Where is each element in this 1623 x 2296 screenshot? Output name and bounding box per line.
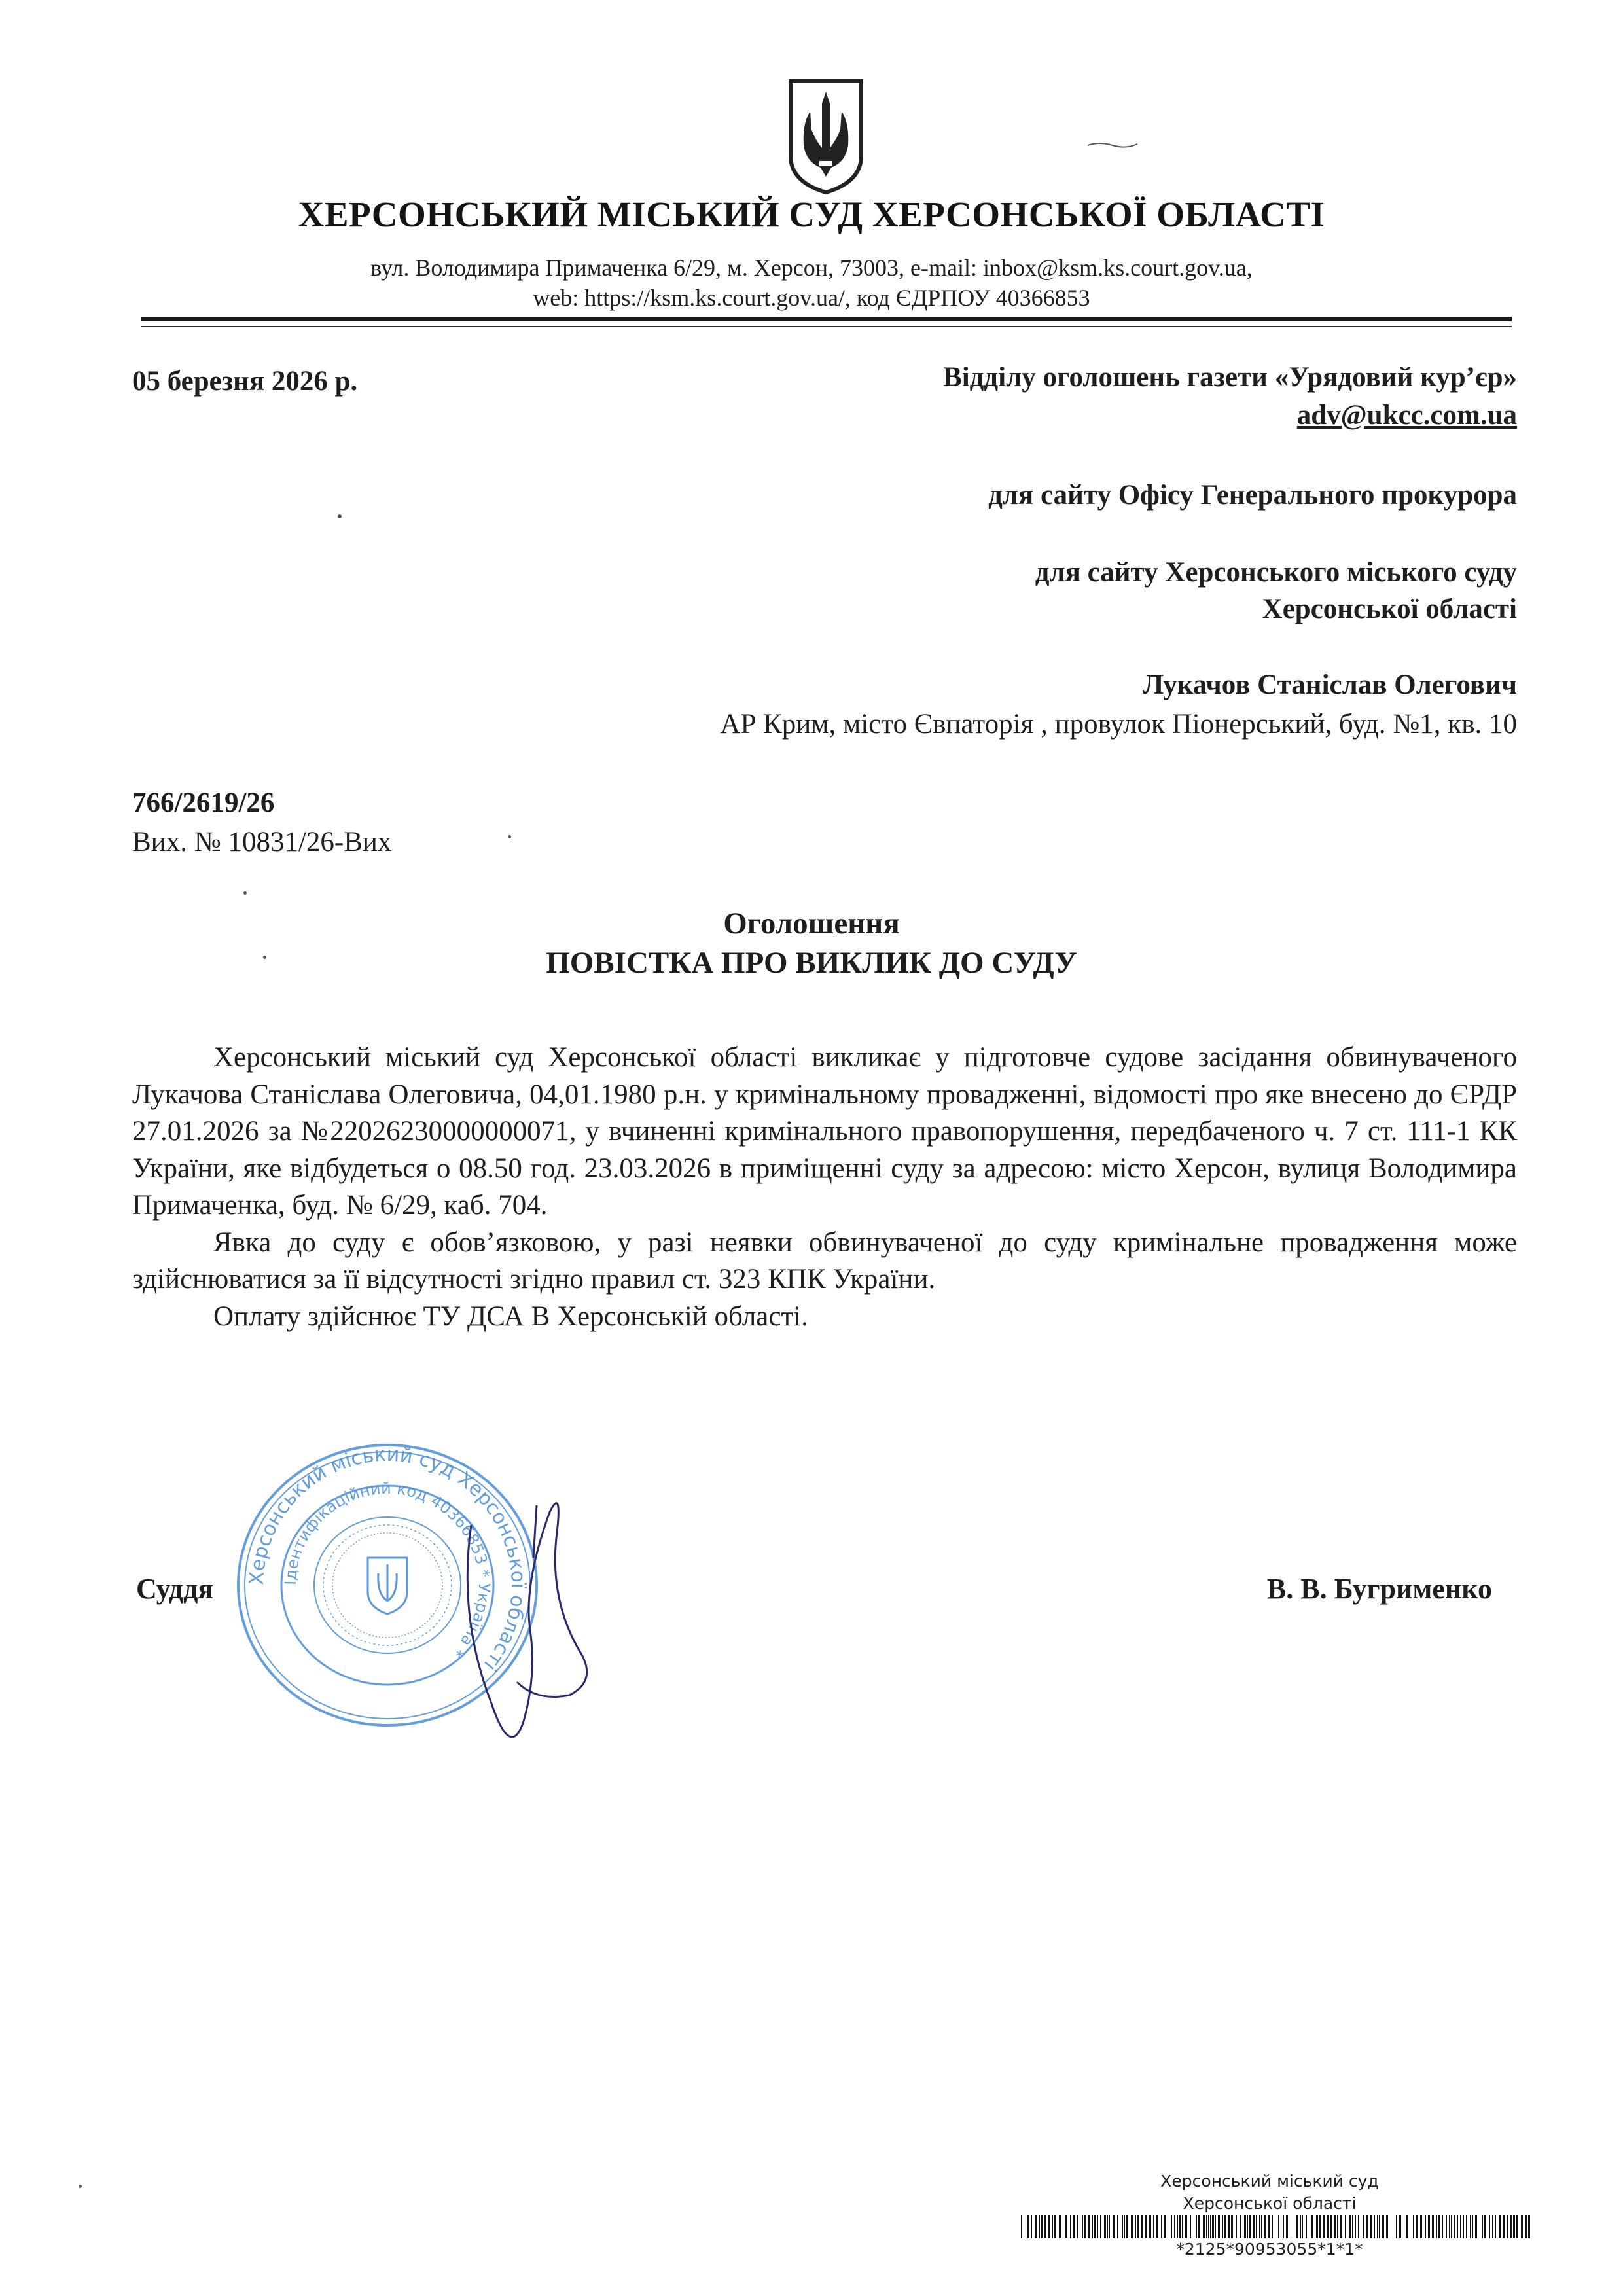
barcode-bar	[1463, 2215, 1464, 2238]
barcode-bar	[1092, 2215, 1093, 2238]
barcode-bar	[1218, 2215, 1220, 2238]
barcode-bar	[1451, 2215, 1452, 2238]
barcode-bar	[1457, 2215, 1458, 2238]
barcode-bar	[1027, 2215, 1029, 2238]
barcode-bar	[1161, 2215, 1162, 2238]
barcode-bar	[1177, 2215, 1178, 2238]
barcode-bar	[1503, 2215, 1505, 2238]
handwritten-signature	[452, 1486, 596, 1761]
barcode-bar	[1109, 2215, 1110, 2238]
barcode-bar	[1124, 2215, 1125, 2238]
recipient-prosecutor: для сайту Офісу Генерального прокурора	[988, 480, 1517, 511]
barcode-bar	[1278, 2215, 1279, 2238]
barcode-bar	[1210, 2215, 1211, 2238]
barcode-bar	[1374, 2215, 1375, 2238]
barcode-bar	[1256, 2215, 1257, 2238]
document-subtitle: ПОВІСТКА ПРО ВИКЛИК ДО СУДУ	[546, 946, 1077, 980]
barcode-bar	[1311, 2215, 1313, 2238]
court-web: web: https://ksm.ks.court.gov.ua/, код ЄДРПОУ 40366853	[533, 285, 1090, 311]
barcode-bar	[1039, 2215, 1040, 2238]
barcode-bar	[1190, 2215, 1191, 2238]
barcode-bar	[1212, 2215, 1214, 2238]
barcode-bar	[1052, 2215, 1053, 2238]
body-paragraph: Оплату здійснює ТУ ДСА В Херсонській області.	[213, 1300, 808, 1332]
barcode-bar	[1507, 2215, 1508, 2238]
barcode-bar	[1521, 2215, 1523, 2238]
barcode-bar	[1268, 2215, 1270, 2238]
barcode-bar	[1386, 2215, 1388, 2238]
barcode-bar	[1516, 2215, 1518, 2238]
barcode-bar	[1215, 2215, 1216, 2238]
barcode-bar	[1065, 2215, 1067, 2238]
barcode-bar	[1499, 2215, 1501, 2238]
barcode-bar	[1323, 2215, 1325, 2238]
barcode-bar	[1084, 2215, 1086, 2238]
barcode-bar	[1203, 2215, 1205, 2238]
barcode-bar	[1131, 2215, 1133, 2238]
barcode-bar	[1510, 2215, 1512, 2238]
barcode-bar	[1059, 2215, 1061, 2238]
barcode-bar	[1472, 2215, 1473, 2238]
barcode-bar	[1231, 2215, 1233, 2238]
scan-speck	[338, 514, 342, 518]
coat-of-arms-icon	[785, 77, 866, 195]
outgoing-number: Вих. № 10831/26-Вих	[132, 827, 392, 857]
recipient-newspaper: Відділу оголошень газети «Урядовий кур’єр»	[943, 362, 1517, 393]
barcode-bar	[1340, 2215, 1342, 2238]
barcode-bar	[1489, 2215, 1490, 2238]
barcode-bar	[1153, 2215, 1154, 2238]
body-paragraph: Явка до суду є обов’язковою, у разі неявки обвинуваченої до суду кримінальне провадження може здійснюватися за її відсутності згідно правил ст. 323 КПК України.	[132, 1227, 1517, 1295]
document-date: 05 березня 2026 р.	[132, 366, 358, 397]
barcode-bar	[1077, 2215, 1078, 2238]
barcode-bar	[1198, 2215, 1200, 2238]
barcode-bar	[1031, 2215, 1032, 2238]
barcode-bar	[1035, 2215, 1037, 2238]
stamp-inner-text: Ідентифікаційний код 40366853 * Україна *	[281, 1479, 494, 1662]
barcode-bar	[1363, 2215, 1364, 2238]
judge-name: В. В. Бугрименко	[1266, 1573, 1492, 1605]
barcode-bar	[1296, 2215, 1298, 2238]
recipient-person-name: Лукачов Станіслав Олегович	[1143, 670, 1517, 700]
barcode-bar	[1179, 2215, 1181, 2238]
barcode-bar	[1094, 2215, 1096, 2238]
recipient-court-site: для сайту Херсонського міського суду	[1035, 557, 1517, 588]
document-body	[132, 1039, 1517, 1335]
barcode-bar	[1432, 2215, 1434, 2238]
body-paragraph: Херсонський міський суд Херсонської області викликає у підготовче судове засідання обвинуваченого Лукачова Станіслава Олеговича, 04,01.1980 р.н. у кримінальному провадженні, відомості про яке внесено до ЄРДР 27.01.2026 за №22026230000000071, у вчиненні кримінального правопорушення, передбаченого ч. 7 ст. 111-1 КК України, яке відбудеться о 08.50 год. 23.03.2026 в приміщенні суду за адресою: місто Херсон, вулиця Володимира Примаченка, буд. № 6/29, каб. 704.	[132, 1042, 1517, 1221]
header-divider	[141, 317, 1512, 321]
barcode-bar	[1182, 2215, 1183, 2238]
recipient-email-link[interactable]: adv@ukcc.com.ua	[1296, 400, 1517, 431]
judge-label: Суддя	[136, 1573, 214, 1605]
barcode-bar	[1482, 2215, 1483, 2238]
barcode-bar	[1366, 2215, 1368, 2238]
barcode-bar	[1525, 2215, 1527, 2238]
barcode-bar	[1470, 2215, 1471, 2238]
barcode-bar	[1442, 2215, 1443, 2238]
barcode-bar	[1126, 2215, 1128, 2238]
barcode-bar	[1259, 2215, 1260, 2238]
barcode-bar	[1156, 2215, 1158, 2238]
barcode-bar	[1495, 2215, 1496, 2238]
barcode-bar	[1413, 2215, 1414, 2238]
barcode-bar	[1249, 2215, 1251, 2238]
barcode-bar	[1044, 2215, 1046, 2238]
barcode-bar	[1171, 2215, 1172, 2238]
barcode-bar	[1528, 2215, 1530, 2238]
barcode-bar	[1135, 2215, 1136, 2238]
barcode-bar	[1088, 2215, 1090, 2238]
barcode-bar	[1185, 2215, 1187, 2238]
barcode-bar	[1370, 2215, 1372, 2238]
barcode-bar	[1253, 2215, 1255, 2238]
court-address: вул. Володимира Примаченка 6/29, м. Херсон, 73003, e-mail: inbox@ksm.ks.court.gov.ua,	[370, 255, 1253, 281]
barcode-bar	[1306, 2215, 1307, 2238]
document-title: Оголошення	[723, 906, 900, 941]
barcode-bar	[1206, 2215, 1207, 2238]
barcode-bar	[1334, 2215, 1336, 2238]
barcode-bar	[1355, 2215, 1356, 2238]
barcode-bar	[1264, 2215, 1266, 2238]
barcode-bar	[1377, 2215, 1378, 2238]
barcode-number: *2125*90953055*1*1*	[1176, 2240, 1363, 2259]
barcode-bar	[1330, 2215, 1332, 2238]
scan-speck	[263, 956, 266, 959]
barcode-bar	[1117, 2215, 1118, 2238]
barcode-bar	[1428, 2215, 1430, 2238]
scan-speck	[508, 835, 511, 838]
barcode-bar	[1107, 2215, 1108, 2238]
barcode-bar	[1327, 2215, 1329, 2238]
barcode-bar	[1475, 2215, 1477, 2238]
barcode-bar	[1070, 2215, 1071, 2238]
barcode-bar	[1097, 2215, 1098, 2238]
barcode-bar	[1100, 2215, 1101, 2238]
barcode-bar	[1196, 2215, 1197, 2238]
barcode	[1021, 2215, 1531, 2238]
pen-mark	[1086, 140, 1139, 149]
barcode-bar	[1113, 2215, 1115, 2238]
scan-speck	[243, 891, 247, 895]
barcode-bar	[1460, 2215, 1461, 2238]
barcode-bar	[1300, 2215, 1301, 2238]
barcode-bar	[1438, 2215, 1440, 2238]
barcode-bar	[1302, 2215, 1303, 2238]
barcode-bar	[1416, 2215, 1418, 2238]
case-number: 766/2619/26	[132, 787, 275, 818]
barcode-bar	[1349, 2215, 1351, 2238]
barcode-bar	[1379, 2215, 1380, 2238]
barcode-bar	[1137, 2215, 1139, 2238]
barcode-bar	[1345, 2215, 1346, 2238]
header-divider-thin	[141, 326, 1512, 327]
barcode-bar	[1286, 2215, 1288, 2238]
barcode-bar	[1224, 2215, 1226, 2238]
scan-speck	[79, 2185, 82, 2188]
barcode-bar	[1283, 2215, 1284, 2238]
footer-court-region: Херсонської області	[1183, 2194, 1357, 2213]
barcode-bar	[1174, 2215, 1175, 2238]
barcode-bar	[1054, 2215, 1056, 2238]
barcode-bar	[1073, 2215, 1075, 2238]
barcode-bar	[1449, 2215, 1450, 2238]
barcode-bar	[1228, 2215, 1230, 2238]
barcode-bar	[1247, 2215, 1248, 2238]
barcode-bar	[1358, 2215, 1359, 2238]
barcode-bar	[1513, 2215, 1515, 2238]
barcode-bar	[1492, 2215, 1493, 2238]
barcode-bar	[1454, 2215, 1455, 2238]
barcode-bar	[1208, 2215, 1209, 2238]
barcode-bar	[1149, 2215, 1151, 2238]
barcode-bar	[1382, 2215, 1384, 2238]
barcode-bar	[1319, 2215, 1321, 2238]
barcode-bar	[1261, 2215, 1262, 2238]
barcode-bar	[1021, 2215, 1022, 2238]
barcode-bar	[1164, 2215, 1166, 2238]
court-name: ХЕРСОНСЬКИЙ МІСЬКИЙ СУД ХЕРСОНСЬКОЇ ОБЛАСТІ	[298, 194, 1325, 234]
barcode-bar	[1244, 2215, 1246, 2238]
recipient-court-site-region: Херсонської області	[1262, 594, 1517, 624]
barcode-bar	[1041, 2215, 1043, 2238]
barcode-bar	[1420, 2215, 1422, 2238]
barcode-bar	[1406, 2215, 1408, 2238]
barcode-bar	[1466, 2215, 1467, 2238]
barcode-bar	[1240, 2215, 1241, 2238]
barcode-bar	[1222, 2215, 1223, 2238]
barcode-bar	[1048, 2215, 1050, 2238]
barcode-bar	[1272, 2215, 1273, 2238]
recipient-person-address: АР Крим, місто Євпаторія , провулок Піонерський, буд. №1, кв. 10	[720, 709, 1517, 740]
barcode-bar	[1122, 2215, 1123, 2238]
barcode-bar	[1145, 2215, 1147, 2238]
barcode-bar	[1141, 2215, 1143, 2238]
footer-court-name: Херсонський міський суд	[1160, 2172, 1379, 2191]
barcode-bar	[1352, 2215, 1353, 2238]
barcode-bar	[1396, 2215, 1397, 2238]
barcode-bar	[1104, 2215, 1106, 2238]
stamp-outer-text: Херсонський міський суд Херсонської області	[245, 1443, 530, 1676]
barcode-bar	[1425, 2215, 1426, 2238]
barcode-bar	[1337, 2215, 1338, 2238]
barcode-bar	[1316, 2215, 1318, 2238]
barcode-bar	[1399, 2215, 1401, 2238]
barcode-bar	[1484, 2215, 1486, 2238]
barcode-bar	[1436, 2215, 1437, 2238]
barcode-bar	[1446, 2215, 1447, 2238]
barcode-bar	[1082, 2215, 1083, 2238]
barcode-bar	[1236, 2215, 1237, 2238]
